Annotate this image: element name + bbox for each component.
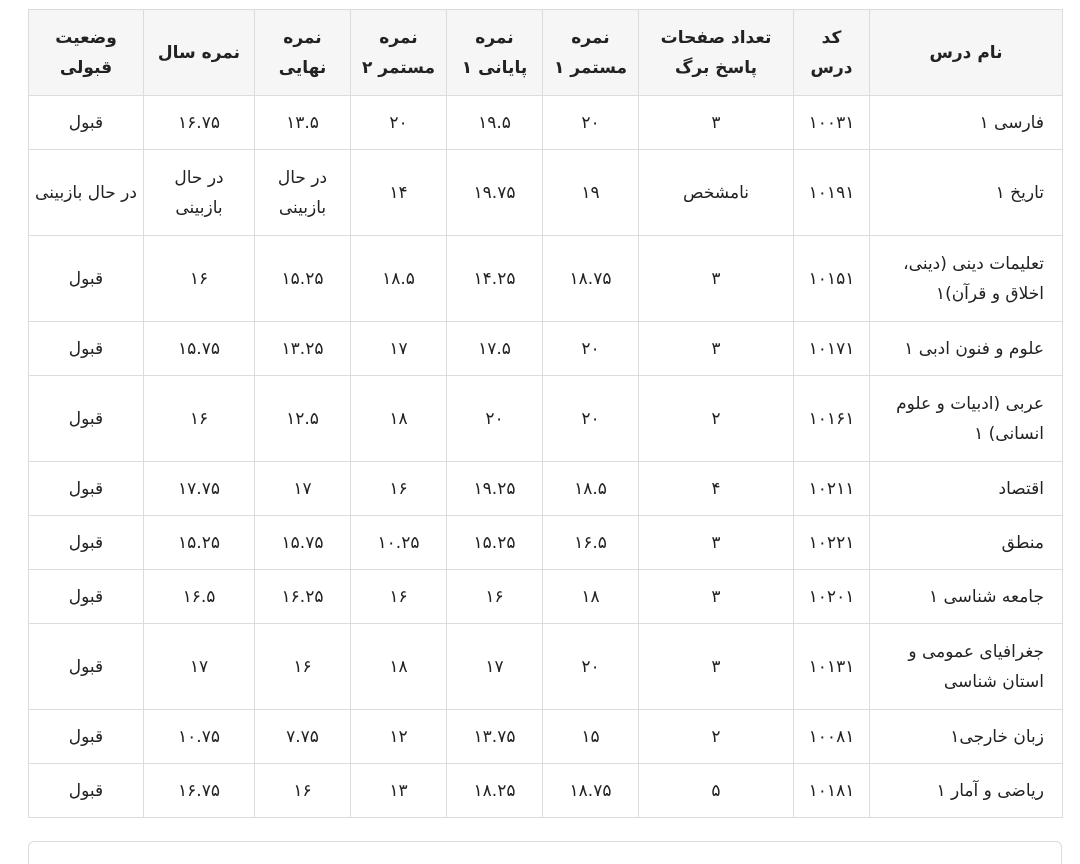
course-name-cell: زبان خارجی۱	[870, 710, 1063, 764]
final-exam-1-cell: ۲۰	[447, 376, 543, 462]
final-exam-1-cell: ۱۹.۵	[447, 96, 543, 150]
course-name-cell: جغرافیای عمومی و استان شناسی	[870, 624, 1063, 710]
final-grade-cell: ۱۶	[255, 764, 351, 818]
final-grade-cell: ۱۳.۵	[255, 96, 351, 150]
course-code-cell: ۱۰۱۷۱	[794, 322, 870, 376]
year-grade-cell: ۱۷.۷۵	[144, 462, 255, 516]
pass-status-cell: قبول	[29, 322, 144, 376]
grades-body	[29, 96, 1063, 818]
continuous-2-cell: ۱۴	[351, 150, 447, 236]
year-grade-cell: ۱۶	[144, 236, 255, 322]
continuous-1-cell: ۲۰	[543, 624, 639, 710]
answer-pages-cell: ۳	[639, 570, 794, 624]
table-row	[29, 236, 1063, 322]
final-exam-1-cell: ۱۵.۲۵	[447, 516, 543, 570]
final-exam-1-cell: ۱۸.۲۵	[447, 764, 543, 818]
header-name: نام درس	[870, 10, 1063, 96]
continuous-2-cell: ۱۳	[351, 764, 447, 818]
pass-status-cell: قبول	[29, 516, 144, 570]
course-name-cell: عربی (ادبیات و علوم انسانی) ۱	[870, 376, 1063, 462]
table-row	[29, 322, 1063, 376]
continuous-2-cell: ۱۸	[351, 376, 447, 462]
next-section-card	[28, 841, 1062, 864]
header-continuous-1: نمره مستمر ۱	[543, 10, 639, 96]
year-grade-cell: ۱۶.۷۵	[144, 764, 255, 818]
final-exam-1-cell: ۱۹.۲۵	[447, 462, 543, 516]
table-row	[29, 376, 1063, 462]
answer-pages-cell: ۳	[639, 516, 794, 570]
year-grade-cell: ۱۰.۷۵	[144, 710, 255, 764]
continuous-1-cell: ۲۰	[543, 376, 639, 462]
final-exam-1-cell: ۱۳.۷۵	[447, 710, 543, 764]
header-final-exam-1: نمره پایانی ۱	[447, 10, 543, 96]
table-row	[29, 624, 1063, 710]
pass-status-cell: قبول	[29, 236, 144, 322]
header-continuous-2: نمره مستمر ۲	[351, 10, 447, 96]
header-pages: تعداد صفحات پاسخ برگ	[639, 10, 794, 96]
answer-pages-cell: ۲	[639, 376, 794, 462]
year-grade-cell: در حال بازبینی	[144, 150, 255, 236]
year-grade-cell: ۱۷	[144, 624, 255, 710]
course-name-cell: اقتصاد	[870, 462, 1063, 516]
final-exam-1-cell: ۱۹.۷۵	[447, 150, 543, 236]
table-row	[29, 710, 1063, 764]
continuous-2-cell: ۱۰.۲۵	[351, 516, 447, 570]
course-code-cell: ۱۰۱۸۱	[794, 764, 870, 818]
continuous-1-cell: ۲۰	[543, 96, 639, 150]
header-row	[29, 10, 1063, 96]
course-name-cell: تعلیمات دینی (دینی، اخلاق و قرآن)۱	[870, 236, 1063, 322]
table-row	[29, 570, 1063, 624]
grades-table	[28, 9, 1063, 818]
answer-pages-cell: ۳	[639, 236, 794, 322]
pass-status-cell: در حال بازبینی	[29, 150, 144, 236]
course-name-cell: منطق	[870, 516, 1063, 570]
header-year-grade: نمره سال	[144, 10, 255, 96]
course-code-cell: ۱۰۰۸۱	[794, 710, 870, 764]
course-name-cell: فارسی ۱	[870, 96, 1063, 150]
continuous-2-cell: ۱۸.۵	[351, 236, 447, 322]
final-exam-1-cell: ۱۴.۲۵	[447, 236, 543, 322]
course-name-cell: جامعه شناسی ۱	[870, 570, 1063, 624]
table-row	[29, 96, 1063, 150]
course-code-cell: ۱۰۰۳۱	[794, 96, 870, 150]
course-name-cell: علوم و فنون ادبی ۱	[870, 322, 1063, 376]
pass-status-cell: قبول	[29, 376, 144, 462]
header-pass-status: وضعیت قبولی	[29, 10, 144, 96]
continuous-1-cell: ۱۸	[543, 570, 639, 624]
continuous-2-cell: ۱۸	[351, 624, 447, 710]
pass-status-cell: قبول	[29, 570, 144, 624]
pass-status-cell: قبول	[29, 764, 144, 818]
final-exam-1-cell: ۱۷	[447, 624, 543, 710]
answer-pages-cell: ۲	[639, 710, 794, 764]
continuous-1-cell: ۱۸.۵	[543, 462, 639, 516]
year-grade-cell: ۱۶.۷۵	[144, 96, 255, 150]
pass-status-cell: قبول	[29, 624, 144, 710]
answer-pages-cell: ۵	[639, 764, 794, 818]
course-code-cell: ۱۰۱۳۱	[794, 624, 870, 710]
pass-status-cell: قبول	[29, 462, 144, 516]
course-code-cell: ۱۰۲۱۱	[794, 462, 870, 516]
course-code-cell: ۱۰۲۰۱	[794, 570, 870, 624]
final-grade-cell: ۱۶	[255, 624, 351, 710]
final-grade-cell: ۱۶.۲۵	[255, 570, 351, 624]
course-code-cell: ۱۰۲۲۱	[794, 516, 870, 570]
continuous-2-cell: ۱۲	[351, 710, 447, 764]
table-row	[29, 516, 1063, 570]
year-grade-cell: ۱۶	[144, 376, 255, 462]
year-grade-cell: ۱۵.۲۵	[144, 516, 255, 570]
year-grade-cell: ۱۶.۵	[144, 570, 255, 624]
final-grade-cell: ۷.۷۵	[255, 710, 351, 764]
answer-pages-cell: نامشخص	[639, 150, 794, 236]
course-code-cell: ۱۰۱۹۱	[794, 150, 870, 236]
answer-pages-cell: ۳	[639, 96, 794, 150]
continuous-1-cell: ۱۵	[543, 710, 639, 764]
pass-status-cell: قبول	[29, 96, 144, 150]
continuous-1-cell: ۱۸.۷۵	[543, 764, 639, 818]
year-grade-cell: ۱۵.۷۵	[144, 322, 255, 376]
final-exam-1-cell: ۱۶	[447, 570, 543, 624]
course-code-cell: ۱۰۱۶۱	[794, 376, 870, 462]
final-grade-cell: ۱۳.۲۵	[255, 322, 351, 376]
course-name-cell: تاریخ ۱	[870, 150, 1063, 236]
final-grade-cell: ۱۲.۵	[255, 376, 351, 462]
table-row	[29, 764, 1063, 818]
continuous-1-cell: ۱۶.۵	[543, 516, 639, 570]
table-row	[29, 150, 1063, 236]
continuous-2-cell: ۲۰	[351, 96, 447, 150]
continuous-1-cell: ۱۸.۷۵	[543, 236, 639, 322]
continuous-2-cell: ۱۷	[351, 322, 447, 376]
final-exam-1-cell: ۱۷.۵	[447, 322, 543, 376]
course-code-cell: ۱۰۱۵۱	[794, 236, 870, 322]
answer-pages-cell: ۴	[639, 462, 794, 516]
continuous-2-cell: ۱۶	[351, 570, 447, 624]
continuous-1-cell: ۲۰	[543, 322, 639, 376]
answer-pages-cell: ۳	[639, 322, 794, 376]
answer-pages-cell: ۳	[639, 624, 794, 710]
continuous-2-cell: ۱۶	[351, 462, 447, 516]
final-grade-cell: در حال بازبینی	[255, 150, 351, 236]
pass-status-cell: قبول	[29, 710, 144, 764]
course-name-cell: ریاضی و آمار ۱	[870, 764, 1063, 818]
table-row	[29, 462, 1063, 516]
final-grade-cell: ۱۷	[255, 462, 351, 516]
header-final-grade: نمره نهایی	[255, 10, 351, 96]
continuous-1-cell: ۱۹	[543, 150, 639, 236]
header-code: کد درس	[794, 10, 870, 96]
final-grade-cell: ۱۵.۲۵	[255, 236, 351, 322]
final-grade-cell: ۱۵.۷۵	[255, 516, 351, 570]
